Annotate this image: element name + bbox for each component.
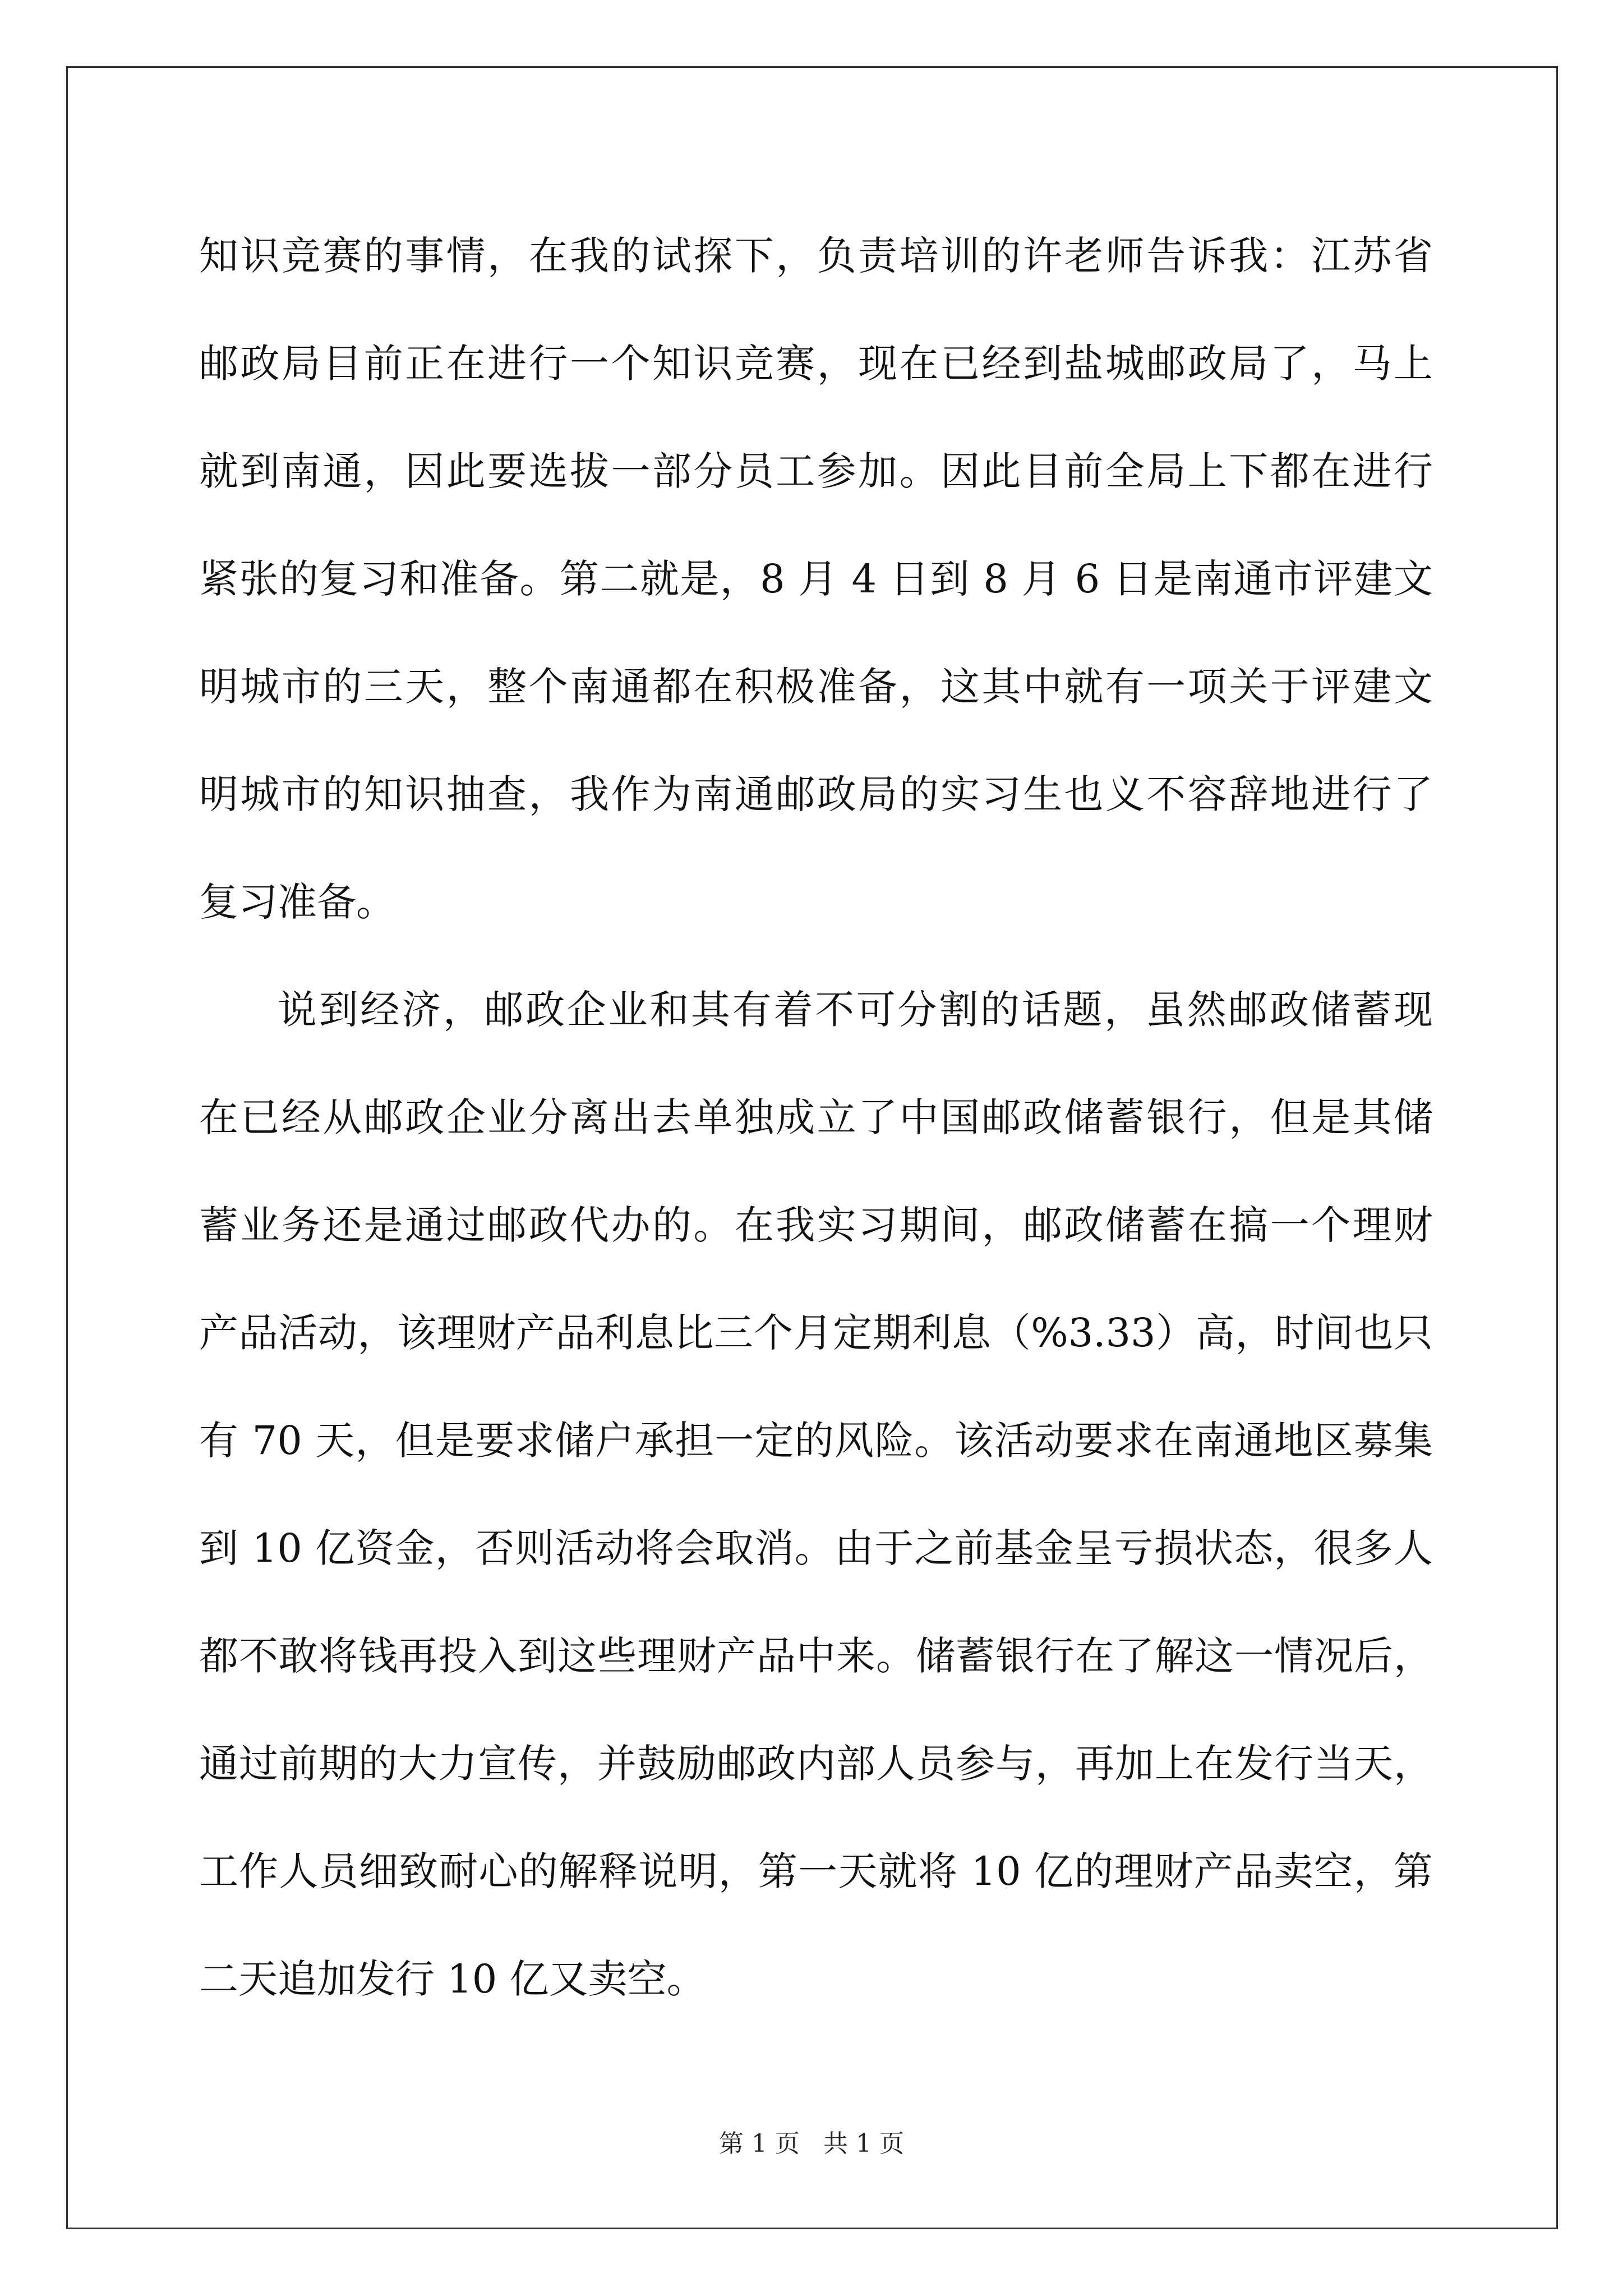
- paragraph-1-line-1: 知识竞赛的事情，在我的试探下，负责培训的许老师告诉我：江苏省: [199, 233, 1433, 279]
- paragraph-2-line-6: 到 10 亿资金，否则活动将会取消。由于之前基金呈亏损状态，很多人: [199, 1525, 1433, 1571]
- paragraph-2-line-8: 通过前期的大力宣传，并鼓励邮政内部人员参与，再加上在发行当天，: [199, 1741, 1433, 1787]
- paragraph-1-line-2: 邮政局目前正在进行一个知识竞赛，现在已经到盐城邮政局了，马上: [199, 341, 1433, 386]
- paragraph-2-line-10: 二天追加发行 10 亿又卖空。: [199, 1956, 706, 2002]
- paragraph-2-line-3: 蓄业务还是通过邮政代办的。在我实习期间，邮政储蓄在搞一个理财: [199, 1202, 1433, 1248]
- page-number-current: 第 1 页: [719, 2129, 800, 2158]
- paragraph-1-line-7: 复习准备。: [199, 879, 395, 925]
- paragraph-2-line-9: 工作人员细致耐心的解释说明，第一天就将 10 亿的理财产品卖空，第: [199, 1848, 1433, 1894]
- paragraph-2-line-7: 都不敢将钱再投入到这些理财产品中来。储蓄银行在了解这一情况后，: [199, 1633, 1433, 1679]
- paragraph-1-line-3: 就到南通，因此要选拔一部分员工参加。因此目前全局上下都在进行: [199, 448, 1433, 494]
- paragraph-2-line-5: 有 70 天，但是要求储户承担一定的风险。该活动要求在南通地区募集: [199, 1418, 1433, 1464]
- page-number-total: 共 1 页: [823, 2129, 904, 2158]
- paragraph-1-line-6: 明城市的知识抽查，我作为南通邮政局的实习生也义不容辞地进行了: [199, 771, 1433, 817]
- paragraph-2-line-4: 产品活动，该理财产品利息比三个月定期利息（%3.33）高，时间也只: [199, 1310, 1433, 1356]
- paragraph-2-line-2: 在已经从邮政企业分离出去单独成立了中国邮政储蓄银行，但是其储: [199, 1094, 1433, 1140]
- paragraph-1-line-5: 明城市的三天，整个南通都在积极准备，这其中就有一项关于评建文: [199, 664, 1433, 710]
- paragraph-1-line-4: 紧张的复习和准备。第二就是，8 月 4 日到 8 月 6 日是南通市评建文: [199, 556, 1433, 602]
- page-footer: [0, 2123, 1623, 2159]
- paragraph-2-line-1: 说到经济，邮政企业和其有着不可分割的话题，虽然邮政储蓄现: [278, 987, 1433, 1033]
